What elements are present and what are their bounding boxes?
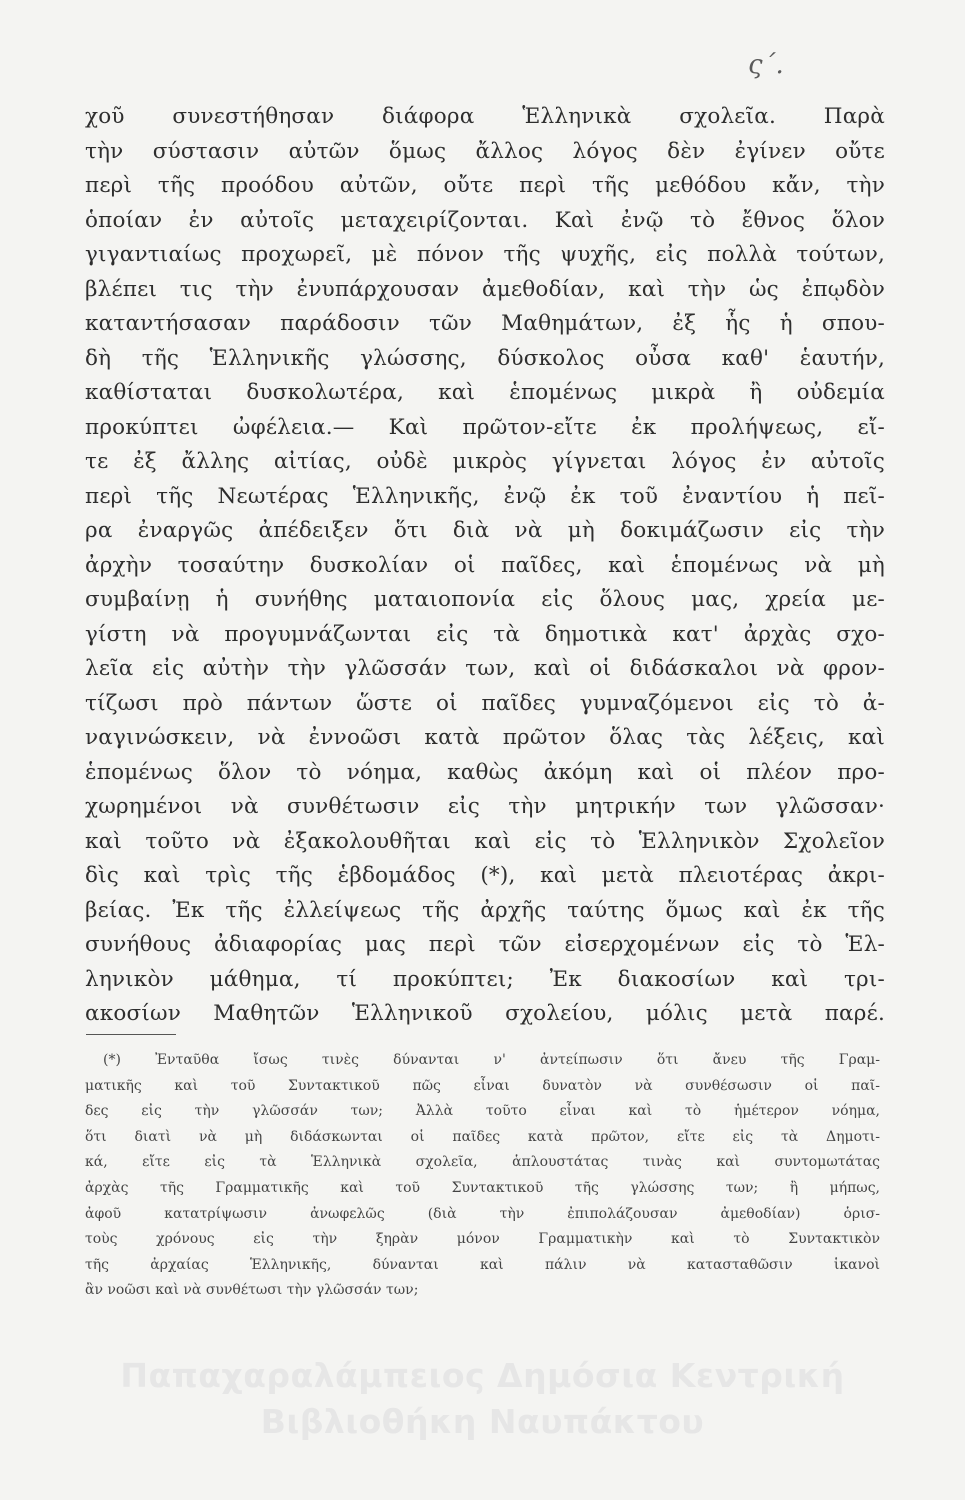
text-line: καθίσταται δυσκολωτέρα, καὶ ἑπομένως μικρὰ ἢ οὐδεμία <box>85 380 885 405</box>
text-line: προκύπτει ὠφέλεια.— Καὶ πρῶτον-εἴτε ἐκ προλήψεως, εἴ- <box>85 414 885 440</box>
text-line: ἑπομένως ὅλον τὸ νόημα, καθὼς ἀκόμη καὶ οἱ πλέον προ- <box>85 759 885 785</box>
text-line: χωρημένοι νὰ συνθέτωσιν εἰς τὴν μητρικήν των γλῶσσαν· <box>85 794 885 819</box>
text-line: ὁποίαν ἐν αὐτοῖς μεταχειρίζονται. Καὶ ἐνῷ τὸ ἔθνος ὅλον <box>85 207 885 233</box>
text-line: συνήθους ἀδιαφορίας μας περὶ τῶν εἰσερχομένων εἰς τὸ Ἑλ- <box>85 932 885 957</box>
footnote-line: τῆς ἀρχαίας Ἑλληνικῆς, δύνανται καὶ πάλιν νὰ κατασταθῶσιν ἱκανοὶ <box>85 1256 880 1273</box>
page-number: ς΄. <box>748 50 784 80</box>
watermark-line: Παπαχαραλάμπειος Δημόσια Κεντρική <box>120 1356 845 1395</box>
text-line: ακοσίων Μαθητῶν Ἑλληνικοῦ σχολείου, μόλις μετὰ παρέ. <box>85 1001 885 1026</box>
text-line: ρα ἐναργῶς ἀπέδειξεν ὅτι διὰ νὰ μὴ δοκιμάζωσιν εἰς τὴν <box>85 518 885 543</box>
text-line: λεῖα εἰς αὐτὴν τὴν γλῶσσάν των, καὶ οἱ διδάσκαλοι νὰ φρον- <box>85 656 885 681</box>
text-line: βλέπει τις τὴν ἐνυπάρχουσαν ἀμεθοδίαν, καὶ τὴν ὡς ἐπῳδὸν <box>85 276 885 302</box>
footnote-block <box>85 1048 880 1304</box>
text-line: τίζωσι πρὸ πάντων ὥστε οἱ παῖδες γυμναζόμενοι εἰς τὸ ἀ- <box>85 690 885 716</box>
footnote-line: τοὺς χρόνους εἰς τὴν ξηρὰν μόνον Γραμματικὴν καὶ τὸ Συντακτικὸν <box>85 1231 880 1248</box>
text-line: τε ἐξ ἄλλης αἰτίας, οὐδὲ μικρὸς γίγνεται λόγος ἐν αὐτοῖς <box>85 449 885 474</box>
footnote-line: (*) Ἐνταῦθα ἴσως τινὲς δύνανται ν' ἀντείπωσιν ὅτι ἄνευ τῆς Γραμ- <box>103 1052 880 1068</box>
text-line: καταντήσασαν παράδοσιν τῶν Μαθημάτων, ἐξ ἧς ἡ σπου- <box>85 311 885 336</box>
text-line: συμβαίνῃ ἡ συνήθης ματαιοπονία εἰς ὅλους μας, χρεία με- <box>85 587 885 612</box>
text-line: καὶ τοῦτο νὰ ἐξακολουθῆται καὶ εἰς τὸ Ἑλληνικὸν Σχολεῖον <box>85 828 885 854</box>
text-line: βείας. Ἐκ τῆς ἐλλείψεως τῆς ἀρχῆς ταύτης ὅμως καὶ ἐκ τῆς <box>85 897 885 923</box>
footnote-line: ὅτι διατὶ νὰ μὴ διδάσκωνται οἱ παῖδες κατὰ πρῶτον, εἴτε εἰς τὰ Δημοτι- <box>85 1128 880 1145</box>
footnote-line: δες εἰς τὴν γλῶσσάν των; Ἀλλὰ τοῦτο εἶναι καὶ τὸ ἡμέτερον νόημα, <box>85 1103 880 1120</box>
text-line: γίστη νὰ προγυμνάζωνται εἰς τὰ δημοτικὰ κατ' ἀρχὰς σχο- <box>85 621 885 647</box>
footnote-line: ἀφοῦ κατατρίψωσιν ἀνωφελῶς (διὰ τὴν ἐπιπολάζουσαν ἀμεθοδίαν) ὁρισ- <box>85 1205 880 1222</box>
main-text-block <box>85 100 885 1032</box>
library-watermark <box>0 1353 965 1445</box>
footnote-line: ἀρχὰς τῆς Γραμματικῆς καὶ τοῦ Συντακτικοῦ τῆς γλώσσης των; ἢ μήπως, <box>85 1179 880 1196</box>
text-line: γιγαντιαίως προχωρεῖ, μὲ πόνον τῆς ψυχῆς, εἰς πολλὰ τούτων, <box>85 242 885 267</box>
text-line: ναγινώσκειν, νὰ ἐννοῶσι κατὰ πρῶτον ὅλας τὰς λέξεις, καὶ <box>85 725 885 750</box>
text-line: τὴν σύστασιν αὐτῶν ὅμως ἄλλος λόγος δὲν ἐγίνεν οὔτε <box>85 138 885 164</box>
footnote-separator <box>86 1034 176 1035</box>
text-line: περὶ τῆς Νεωτέρας Ἑλληνικῆς, ἐνῷ ἐκ τοῦ ἐναντίου ἡ πεῖ- <box>85 483 885 509</box>
text-line: δὶς καὶ τρὶς τῆς ἑβδομάδος (*), καὶ μετὰ πλειοτέρας ἀκρι- <box>85 863 885 888</box>
text-line: περὶ τῆς προόδου αὐτῶν, οὔτε περὶ τῆς μεθόδου κἄν, τὴν <box>85 173 885 198</box>
watermark-line: Βιβλιοθήκη Ναυπάκτου <box>260 1402 705 1441</box>
text-line: χοῦ συνεστήθησαν διάφορα Ἑλληνικὰ σχολεῖα. Παρὰ <box>85 104 885 129</box>
text-line: ἀρχὴν τοσαύτην δυσκολίαν οἱ παῖδες, καὶ ἑπομένως νὰ μὴ <box>85 552 885 578</box>
text-line: δὴ τῆς Ἑλληνικῆς γλώσσης, δύσκολος οὖσα καθ' ἑαυτήν, <box>85 345 885 371</box>
footnote-line: κά, εἴτε εἰς τὰ Ἑλληνικὰ σχολεῖα, ἁπλουστάτας τινὰς καὶ συντομωτάτας <box>85 1154 880 1171</box>
footnote-line: ματικῆς καὶ τοῦ Συντακτικοῦ πῶς εἶναι δυνατὸν νὰ συνθέσωσιν οἱ παῖ- <box>85 1077 880 1094</box>
footnote-line: ἂν νοῶσι καὶ νὰ συνθέτωσι τὴν γλῶσσάν των; <box>85 1282 419 1299</box>
text-line: ληνικὸν μάθημα, τί προκύπτει; Ἐκ διακοσίων καὶ τρι- <box>85 966 885 992</box>
